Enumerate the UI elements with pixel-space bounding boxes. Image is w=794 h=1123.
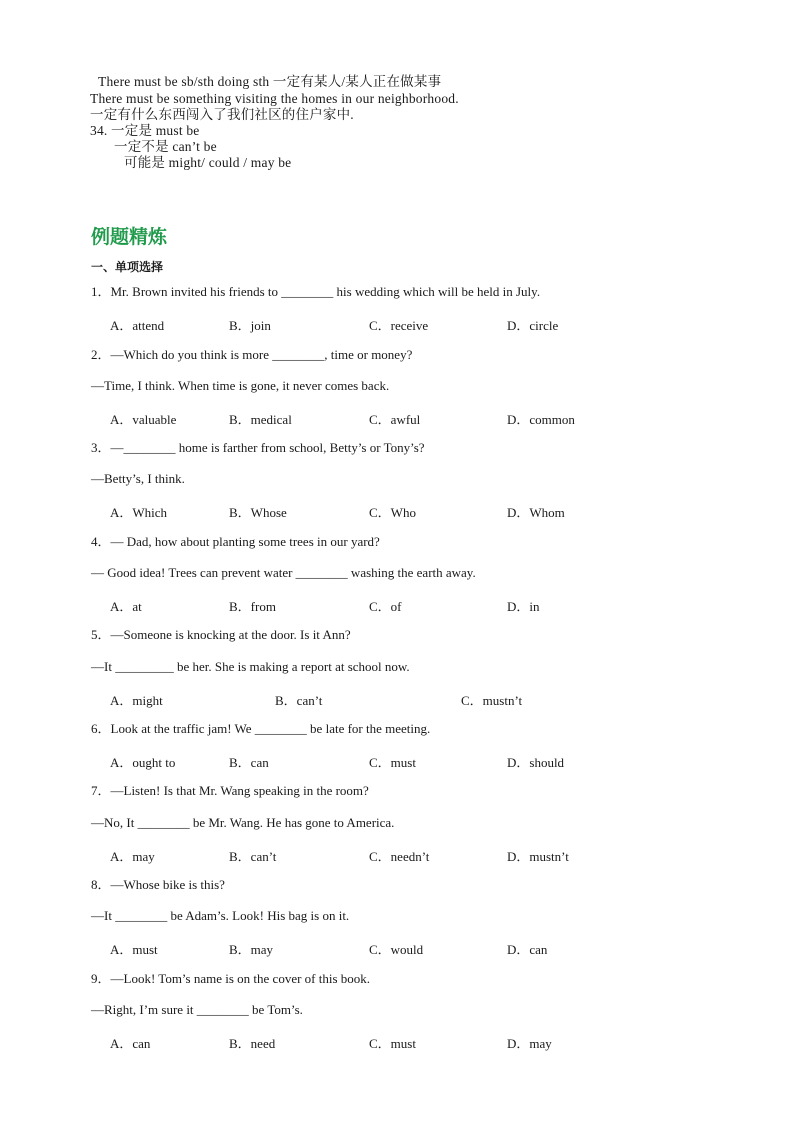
- question-7-stem: 7．—Listen! Is that Mr. Wang speaking in the room?: [91, 783, 369, 798]
- question-9-option-b[interactable]: B．need: [229, 1036, 276, 1051]
- question-8-reply: —It ________ be Adam’s. Look! His bag is on it.: [91, 908, 350, 923]
- question-8-option-c[interactable]: C．would: [369, 942, 424, 957]
- question-4-option-b[interactable]: B．from: [229, 599, 276, 614]
- question-4-option-a[interactable]: A．at: [110, 599, 142, 614]
- question-3-option-c[interactable]: C．Who: [369, 505, 416, 520]
- question-8-option-d[interactable]: D．can: [507, 942, 548, 957]
- question-8-option-a[interactable]: A．must: [110, 942, 158, 957]
- question-8-option-b[interactable]: B．may: [229, 942, 274, 957]
- question-6-option-a[interactable]: A．ought to: [110, 755, 176, 770]
- question-4-stem: 4．— Dad, how about planting some trees in our yard?: [91, 534, 380, 549]
- question-6-stem: 6．Look at the traffic jam! We ________ be late for the meeting.: [91, 721, 431, 736]
- question-2-option-d[interactable]: D．common: [507, 412, 575, 427]
- note-line-1: There must be sb/sth doing sth 一定有某人/某人正在做某事: [98, 74, 442, 89]
- question-7-option-d[interactable]: D．mustn’t: [507, 849, 569, 864]
- question-2-option-b[interactable]: B．medical: [229, 412, 292, 427]
- question-2-reply: —Time, I think. When time is gone, it never comes back.: [91, 378, 390, 393]
- question-3-stem: 3．—________ home is farther from school, Betty’s or Tony’s?: [91, 440, 425, 455]
- question-3-option-a[interactable]: A．Which: [110, 505, 168, 520]
- note-line-4: 34. 一定是 must be: [90, 123, 200, 138]
- question-7-option-b[interactable]: B．can’t: [229, 849, 277, 864]
- question-7-reply: —No, It ________ be Mr. Wang. He has gone to America.: [91, 815, 395, 830]
- example-heading: 例题精炼: [91, 226, 168, 248]
- note-line-6: 可能是 might/ could / may be: [124, 155, 292, 170]
- question-3-option-b[interactable]: B．Whose: [229, 505, 287, 520]
- question-6-option-c[interactable]: C．must: [369, 755, 416, 770]
- question-9-stem: 9．—Look! Tom’s name is on the cover of this book.: [91, 971, 371, 986]
- question-3-reply: —Betty’s, I think.: [91, 471, 185, 486]
- section-title: 一、单项选择: [91, 260, 164, 274]
- question-1-option-a[interactable]: A．attend: [110, 318, 165, 333]
- question-5-option-c[interactable]: C．mustn’t: [461, 693, 523, 708]
- question-4-option-d[interactable]: D．in: [507, 599, 540, 614]
- question-9-option-c[interactable]: C．must: [369, 1036, 416, 1051]
- question-5-reply: —It _________ be her. She is making a report at school now.: [91, 659, 410, 674]
- question-7-option-c[interactable]: C．needn’t: [369, 849, 430, 864]
- question-2-stem: 2．—Which do you think is more ________, time or money?: [91, 347, 413, 362]
- note-line-2: There must be something visiting the homes in our neighborhood.: [90, 91, 459, 106]
- question-1-stem: 1．Mr. Brown invited his friends to ________ his wedding which will be held in July.: [91, 284, 541, 299]
- question-5-option-a[interactable]: A．might: [110, 693, 163, 708]
- question-9-option-a[interactable]: A．can: [110, 1036, 151, 1051]
- question-9-reply: —Right, I’m sure it ________ be Tom’s.: [91, 1002, 303, 1017]
- question-1-option-b[interactable]: B．join: [229, 318, 271, 333]
- question-3-option-d[interactable]: D．Whom: [507, 505, 565, 520]
- note-line-5: 一定不是 can’t be: [114, 139, 217, 154]
- question-2-option-a[interactable]: A．valuable: [110, 412, 177, 427]
- question-4-reply: — Good idea! Trees can prevent water ________ washing the earth away.: [91, 565, 476, 580]
- question-7-option-a[interactable]: A．may: [110, 849, 155, 864]
- question-1-option-d[interactable]: D．circle: [507, 318, 559, 333]
- question-1-option-c[interactable]: C．receive: [369, 318, 429, 333]
- question-8-stem: 8．—Whose bike is this?: [91, 877, 225, 892]
- question-5-option-b[interactable]: B．can’t: [275, 693, 323, 708]
- question-2-option-c[interactable]: C．awful: [369, 412, 421, 427]
- question-4-option-c[interactable]: C．of: [369, 599, 402, 614]
- note-line-3: 一定有什么东西闯入了我们社区的住户家中.: [90, 107, 354, 122]
- question-9-option-d[interactable]: D．may: [507, 1036, 552, 1051]
- question-5-stem: 5．—Someone is knocking at the door. Is it Ann?: [91, 627, 351, 642]
- question-6-option-d[interactable]: D．should: [507, 755, 565, 770]
- question-6-option-b[interactable]: B．can: [229, 755, 269, 770]
